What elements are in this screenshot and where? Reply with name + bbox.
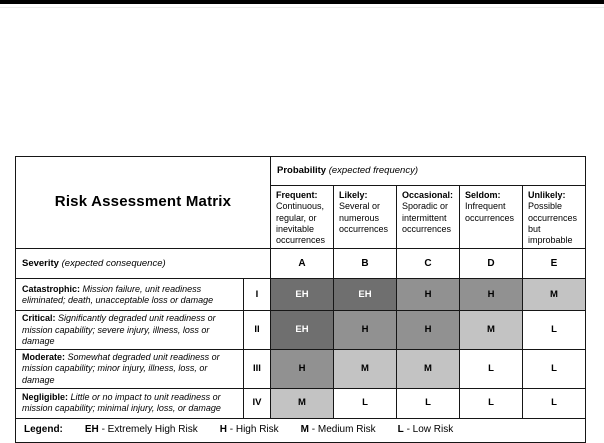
severity-numeral: IV [244, 388, 271, 418]
risk-cell: L [523, 388, 586, 418]
risk-cell: M [397, 350, 460, 389]
risk-cell: L [334, 388, 397, 418]
risk-cell: M [334, 350, 397, 389]
severity-description: Moderate: Somewhat degraded unit readiness or mission capability; minor injury, illness, loss, or damage [16, 350, 244, 389]
column-header-unlikely: Unlikely: Possible occurrences but improbable [523, 186, 586, 249]
top-divider-line [0, 7, 604, 8]
probability-label: Probability [277, 165, 327, 177]
probability-letter-b: B [334, 249, 397, 279]
risk-cell: H [460, 279, 523, 311]
top-border-bar [0, 0, 604, 4]
severity-numeral: II [244, 311, 271, 350]
probability-letter-a: A [271, 249, 334, 279]
risk-cell: L [460, 350, 523, 389]
risk-cell: H [334, 311, 397, 350]
legend-item-eh: EH - Extremely High Risk [84, 424, 198, 435]
risk-cell: M [271, 388, 334, 418]
matrix-title: Risk Assessment Matrix [16, 157, 271, 249]
severity-numeral: I [244, 279, 271, 311]
probability-letter-e: E [523, 249, 586, 279]
risk-cell: EH [271, 279, 334, 311]
risk-cell: M [460, 311, 523, 350]
legend-item-m: M - Medium Risk [300, 424, 376, 435]
severity-note: (expected consequence) [61, 257, 166, 269]
risk-cell: H [397, 311, 460, 350]
risk-cell: L [523, 350, 586, 389]
legend [16, 418, 586, 442]
severity-description: Catastrophic: Mission failure, unit readiness eliminated; death, unacceptable loss or damage [16, 279, 244, 311]
risk-cell: H [271, 350, 334, 389]
probability-note: (expected frequency) [328, 165, 418, 177]
severity-description: Negligible: Little or no impact to unit readiness or mission capability; minimal injury, loss, or damage [16, 388, 244, 418]
risk-cell: EH [334, 279, 397, 311]
risk-assessment-matrix [15, 156, 586, 443]
legend-label: Legend: [24, 424, 63, 435]
severity-row-critical [16, 311, 586, 350]
column-header-occasional: Occasional: Sporadic or intermittent occurrences [397, 186, 460, 249]
severity-label: Severity [22, 257, 59, 269]
legend-item-l: L - Low Risk [397, 424, 454, 435]
probability-letter-c: C [397, 249, 460, 279]
risk-cell: EH [271, 311, 334, 350]
column-header-likely: Likely: Several or numerous occurrences [334, 186, 397, 249]
risk-cell: M [523, 279, 586, 311]
legend-item-h: H - High Risk [219, 424, 279, 435]
severity-header [16, 249, 271, 279]
risk-cell: L [460, 388, 523, 418]
severity-row-catastrophic [16, 279, 586, 311]
severity-description: Critical: Significantly degraded unit readiness or mission capability; severe injury, illness, loss or damage [16, 311, 244, 350]
severity-row-negligible [16, 388, 586, 418]
column-header-frequent: Frequent: Continuous, regular, or inevitable occurrences [271, 186, 334, 249]
column-header-seldom: Seldom: Infrequent occurrences [460, 186, 523, 249]
risk-cell: L [523, 311, 586, 350]
legend-row [16, 418, 586, 442]
severity-row-moderate [16, 350, 586, 389]
risk-cell: L [397, 388, 460, 418]
risk-matrix-table [15, 156, 586, 443]
probability-letter-d: D [460, 249, 523, 279]
risk-cell: H [397, 279, 460, 311]
probability-header [271, 157, 586, 186]
severity-numeral: III [244, 350, 271, 389]
